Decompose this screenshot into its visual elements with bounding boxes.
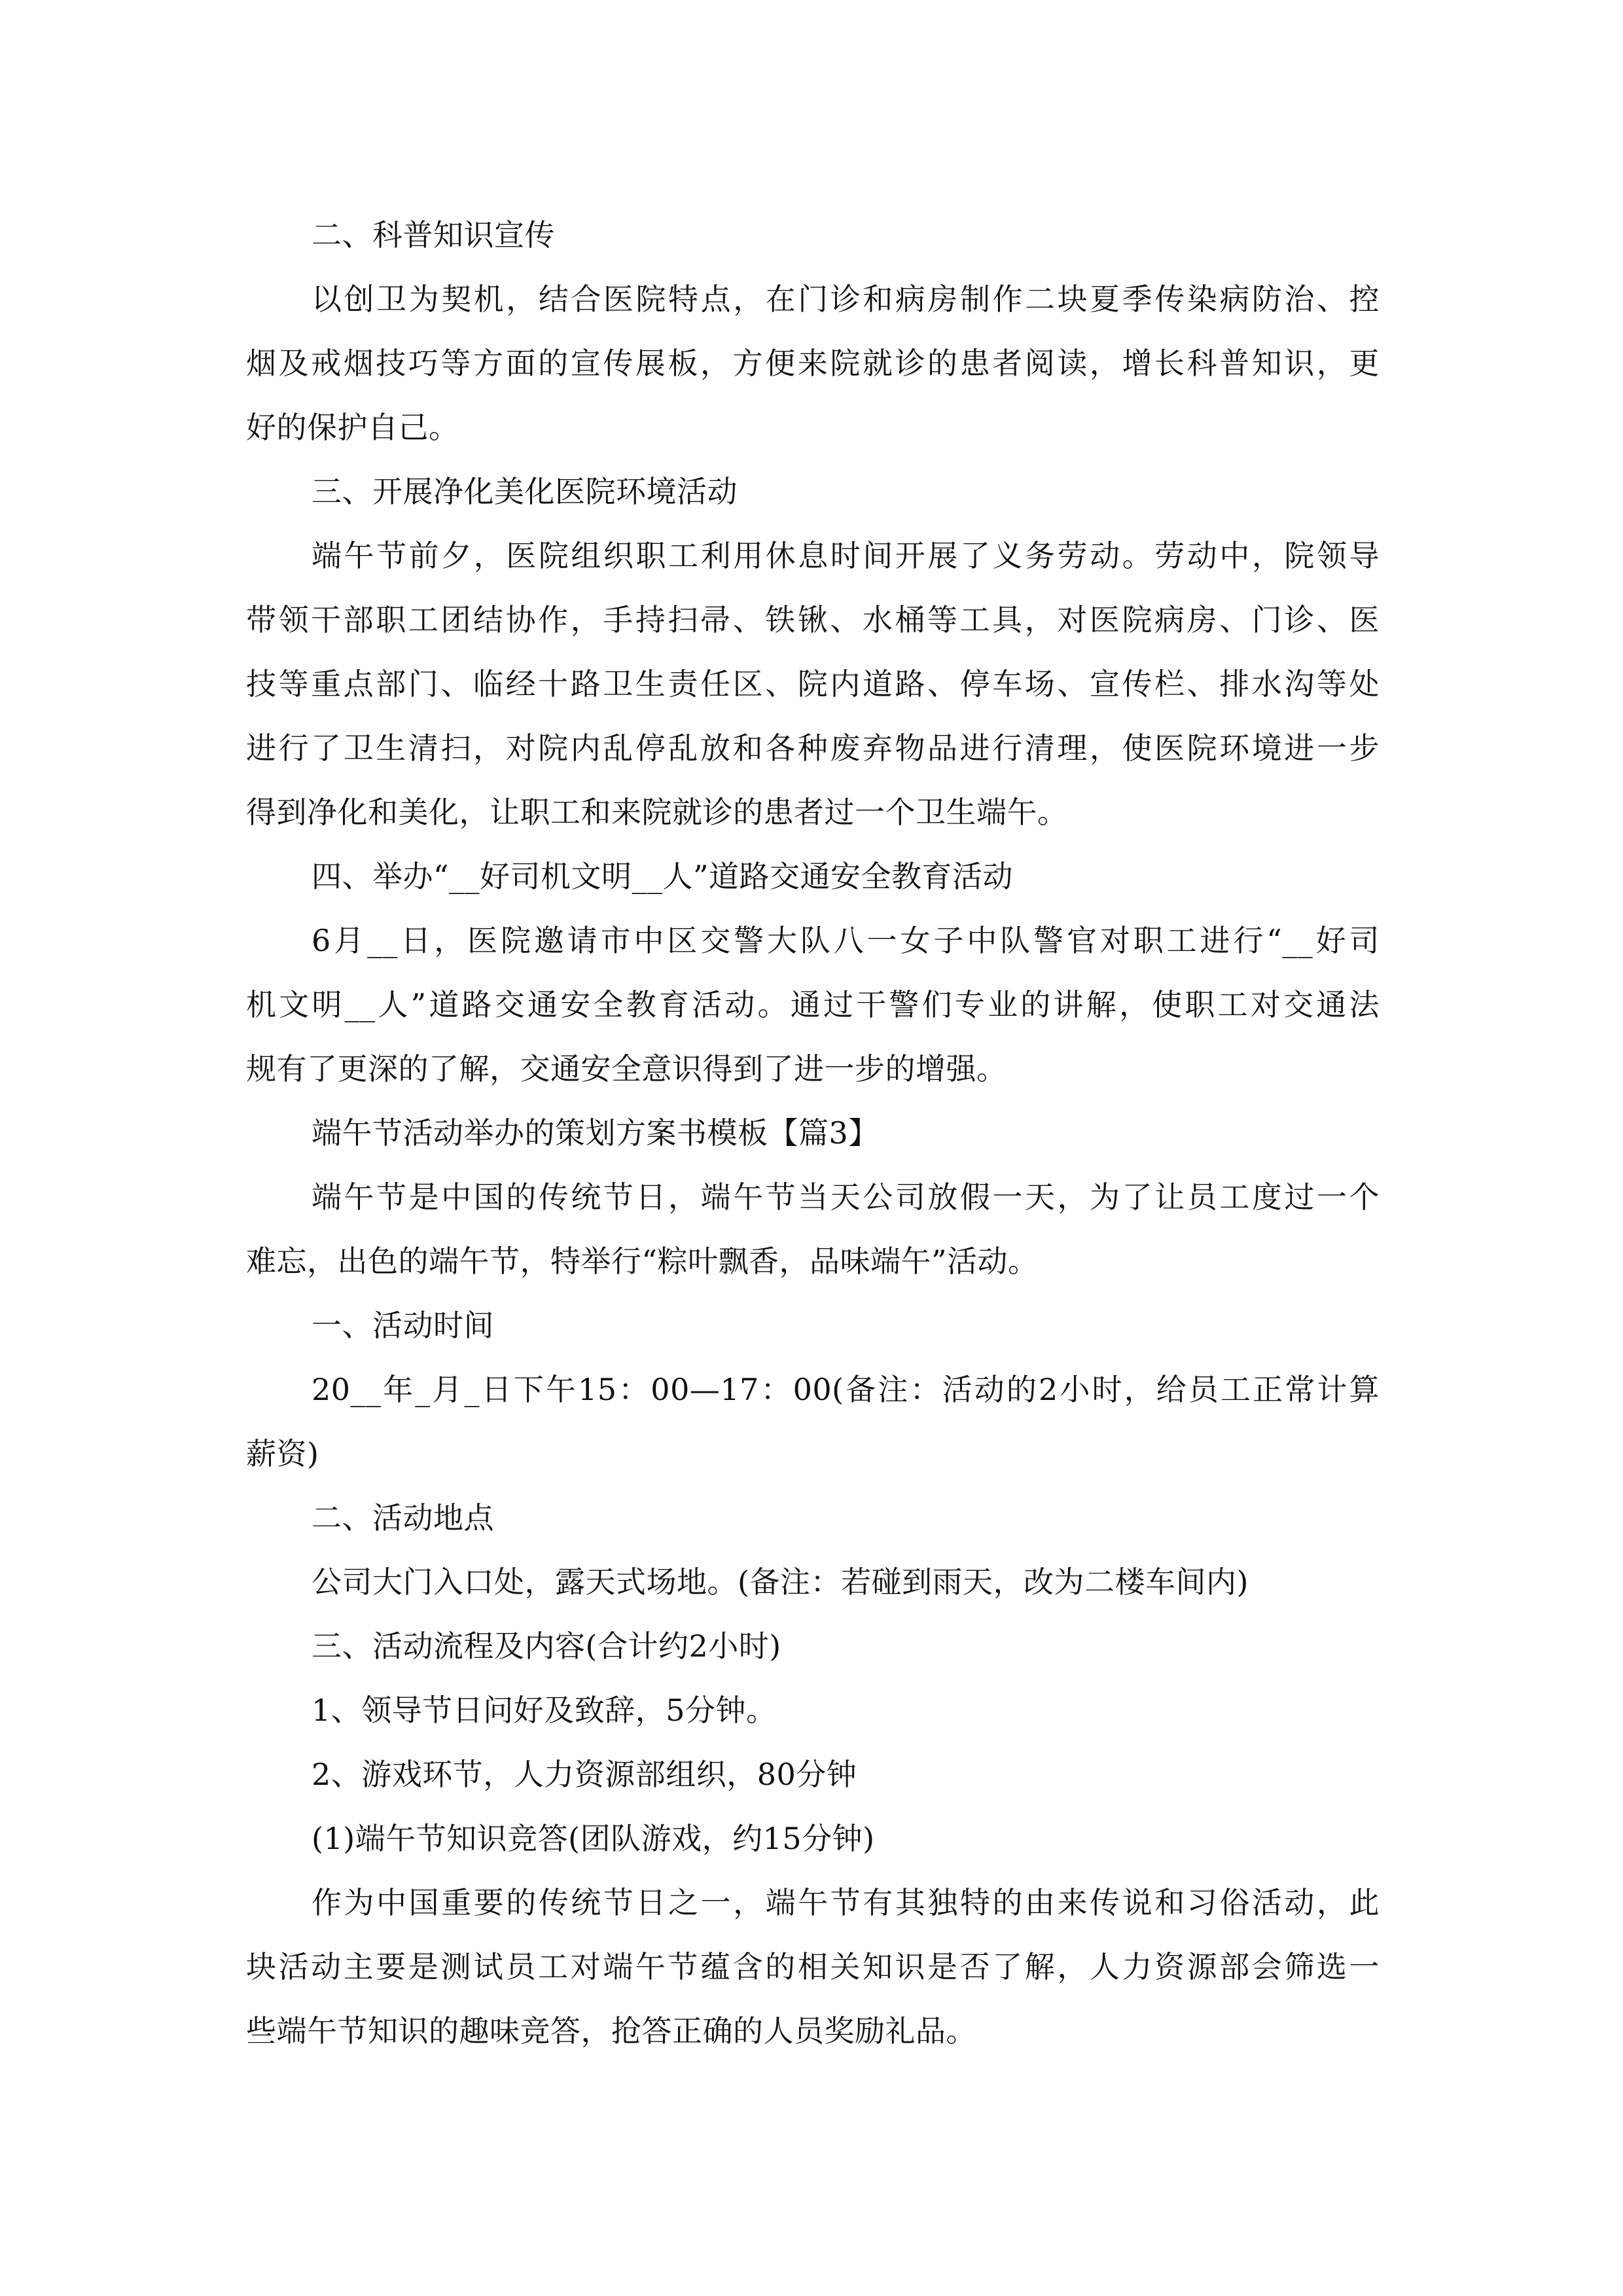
paragraph-line: 6月__日，医院邀请市中区交警大队八一女子中队警官对职工进行“__好司 (312, 923, 1380, 958)
paragraph-line: 以创卫为契机，结合医院特点，在门诊和病房制作二块夏季传染病防治、控 (312, 281, 1380, 317)
paragraph-line: 20__年_月_日下午15：00—17：00(备注：活动的2小时，给员工正常计算 (312, 1372, 1380, 1407)
paragraph-line: 带领干部职工团结协作，手持扫帚、铁锹、水桶等工具，对医院病房、门诊、医 (246, 602, 1380, 637)
paragraph-line: 得到净化和美化，让职工和来院就诊的患者过一个卫生端午。 (246, 795, 1068, 830)
paragraph-line: 些端午节知识的趣味竞答，抢答正确的人员奖励礼品。 (246, 2013, 976, 2049)
template-title: 端午节活动举办的策划方案书模板【篇3】 (312, 1115, 879, 1151)
section-heading-traffic: 四、举办“__好司机文明__人”道路交通安全教育活动 (312, 859, 1014, 894)
paragraph-line: 作为中国重要的传统节日之一，端午节有其独特的由来传说和习俗活动，此 (312, 1885, 1380, 1920)
list-item: 1、领导节日问好及致辞，5分钟。 (312, 1693, 777, 1728)
paragraph-line: 进行了卫生清扫，对院内乱停乱放和各种废弃物品进行清理，使医院环境进一步 (246, 730, 1380, 766)
section-heading-time: 一、活动时间 (312, 1308, 494, 1343)
paragraph-line: 机文明__人”道路交通安全教育活动。通过干警们专业的讲解，使职工对交通法 (246, 987, 1380, 1022)
paragraph-line: 端午节前夕，医院组织职工利用休息时间开展了义务劳动。劳动中，院领导 (312, 538, 1380, 573)
section-heading-science: 二、科普知识宣传 (312, 217, 555, 253)
paragraph-line: 块活动主要是测试员工对端午节蕴含的相关知识是否了解，人力资源部会筛选一 (246, 1949, 1380, 1984)
section-heading-process: 三、活动流程及内容(合计约2小时) (312, 1628, 781, 1664)
paragraph-line: 烟及戒烟技巧等方面的宣传展板，方便来院就诊的患者阅读，增长科普知识，更 (246, 346, 1380, 381)
paragraph-line: 公司大门入口处，露天式场地。(备注：若碰到雨天，改为二楼车间内) (312, 1564, 1249, 1600)
paragraph-line: 好的保护自己。 (246, 410, 459, 445)
document-page (246, 203, 1380, 2063)
paragraph-line: 薪资) (246, 1436, 319, 1471)
section-heading-environment: 三、开展净化美化医院环境活动 (312, 474, 738, 509)
list-item: (1)端午节知识竞答(团队游戏，约15分钟) (312, 1821, 875, 1856)
paragraph-line: 端午节是中国的传统节日，端午节当天公司放假一天，为了让员工度过一个 (312, 1179, 1380, 1215)
paragraph-line: 技等重点部门、临经十路卫生责任区、院内道路、停车场、宣传栏、排水沟等处 (246, 666, 1380, 702)
paragraph-line: 规有了更深的了解，交通安全意识得到了进一步的增强。 (246, 1051, 1007, 1086)
paragraph-line: 难忘，出色的端午节，特举行“粽叶飘香，品味端午”活动。 (246, 1244, 1039, 1279)
list-item: 2、游戏环节，人力资源部组织，80分钟 (312, 1757, 857, 1792)
section-heading-location: 二、活动地点 (312, 1500, 494, 1535)
